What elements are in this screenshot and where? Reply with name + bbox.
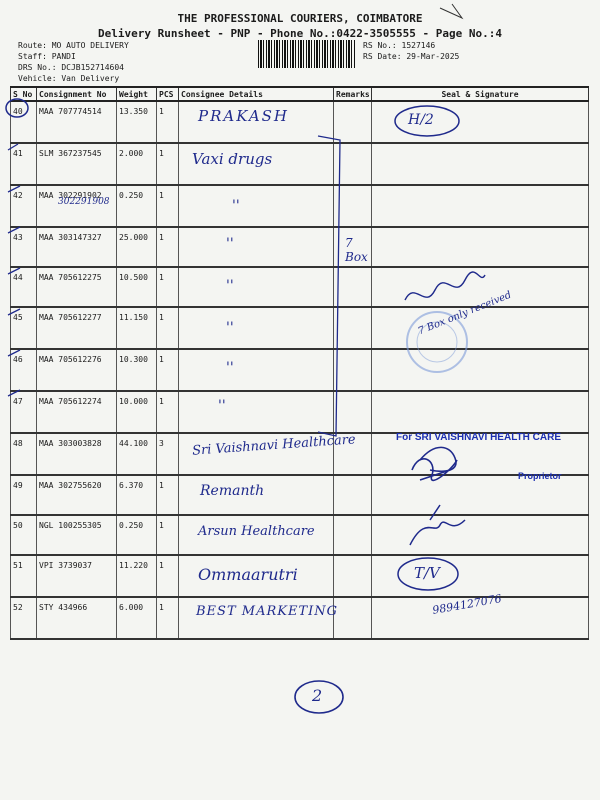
row-sno: 50 bbox=[11, 515, 37, 555]
runsheet-subtitle: Delivery Runsheet - PNP - Phone No.:0422-3505555 - Page No.:4 bbox=[98, 27, 502, 40]
row-pcs: 3 bbox=[157, 433, 179, 475]
signature-scribble-44 bbox=[405, 272, 485, 300]
col-header-remarks: Remarks bbox=[334, 87, 372, 101]
row-weight: 10.000 bbox=[117, 391, 157, 433]
row-consignment: SLM 367237545 bbox=[37, 143, 117, 185]
row-pcs: 1 bbox=[157, 227, 179, 267]
row-pcs: 1 bbox=[157, 185, 179, 227]
ditto-46: '' bbox=[226, 360, 234, 376]
row-weight: 0.250 bbox=[117, 515, 157, 555]
row-consignment: MAA 302755620 bbox=[37, 475, 117, 515]
tick-mark-42 bbox=[8, 186, 20, 192]
corner-mark bbox=[440, 4, 462, 18]
row-consignment: STY 434966 bbox=[37, 597, 117, 639]
consignee-hand-49: Remanth bbox=[200, 483, 265, 499]
signature-hand-40: H/2 bbox=[408, 112, 434, 128]
remarks-hand-43: 7 Box bbox=[345, 236, 368, 264]
row-weight: 25.000 bbox=[117, 227, 157, 267]
row-pcs: 1 bbox=[157, 597, 179, 639]
signature-scribble-50 bbox=[410, 505, 465, 545]
row-pcs: 1 bbox=[157, 143, 179, 185]
company-title: THE PROFESSIONAL COURIERS, COIMBATORE bbox=[177, 12, 423, 25]
tick-mark-41 bbox=[8, 144, 18, 150]
row-sno: 44 bbox=[11, 267, 37, 307]
tick-mark-43 bbox=[8, 227, 20, 233]
row-consignment: MAA 705612276 bbox=[37, 349, 117, 391]
row-weight: 11.220 bbox=[117, 555, 157, 597]
drs-label: DRS No.: DCJB152714604 bbox=[18, 63, 124, 72]
tick-mark-46 bbox=[8, 350, 20, 356]
stamp-proprietor: Proprietor bbox=[518, 471, 562, 481]
consignee-hand-50: Arsun Healthcare bbox=[198, 524, 315, 539]
row-consignment: MAA 705612277 bbox=[37, 307, 117, 349]
route-label: Route: MO AUTO DELIVERY bbox=[18, 41, 129, 50]
row-sno: 49 bbox=[11, 475, 37, 515]
row-sno: 51 bbox=[11, 555, 37, 597]
row-weight: 6.370 bbox=[117, 475, 157, 515]
row-consignment: MAA 303147327 bbox=[37, 227, 117, 267]
row-pcs: 1 bbox=[157, 515, 179, 555]
row-sno: 40 bbox=[11, 101, 37, 143]
row-consignment: MAA 302291902 bbox=[37, 185, 117, 227]
tick-mark-44 bbox=[8, 268, 20, 274]
rs-date: RS Date: 29-Mar-2025 bbox=[363, 52, 460, 61]
row-weight: 10.500 bbox=[117, 267, 157, 307]
row-weight: 44.100 bbox=[117, 433, 157, 475]
sno-circle-mark bbox=[6, 99, 28, 117]
row-consignment: NGL 100255305 bbox=[37, 515, 117, 555]
row-sno: 47 bbox=[11, 391, 37, 433]
consignee-hand-51: Ommaarutri bbox=[198, 565, 298, 584]
row-consignment: MAA 705612274 bbox=[37, 391, 117, 433]
row-sno: 48 bbox=[11, 433, 37, 475]
consignee-hand-52: BEST MARKETING bbox=[196, 604, 339, 619]
bracket-line bbox=[318, 136, 340, 436]
row-sno: 41 bbox=[11, 143, 37, 185]
row-pcs: 1 bbox=[157, 101, 179, 143]
ditto-44: '' bbox=[226, 278, 234, 294]
staff-label: Staff: PANDI bbox=[18, 52, 76, 61]
row-sno: 45 bbox=[11, 307, 37, 349]
col-header-sno: S No bbox=[11, 87, 37, 101]
row-consignment: MAA 707774514 bbox=[37, 101, 117, 143]
consignee-hand-41: Vaxi drugs bbox=[192, 150, 273, 168]
row-weight: 10.300 bbox=[117, 349, 157, 391]
row-pcs: 1 bbox=[157, 307, 179, 349]
col-header-consignee: Consignee Details bbox=[179, 87, 334, 101]
consignee-hand-48: Sri Vaishnavi Healthcare bbox=[191, 432, 357, 459]
row-pcs: 1 bbox=[157, 267, 179, 307]
row-sno: 52 bbox=[11, 597, 37, 639]
col-header-pcs: PCS bbox=[157, 87, 179, 101]
phone-hand-52: 9894127076 bbox=[431, 592, 503, 617]
row-pcs: 1 bbox=[157, 391, 179, 433]
row-weight: 0.250 bbox=[117, 185, 157, 227]
row-sno: 46 bbox=[11, 349, 37, 391]
ditto-47: '' bbox=[218, 398, 226, 414]
row-pcs: 1 bbox=[157, 555, 179, 597]
ditto-43: '' bbox=[226, 236, 234, 252]
row-sno: 43 bbox=[11, 227, 37, 267]
signature-hand-51: T/V bbox=[414, 564, 440, 582]
row-consignment: VPI 3739037 bbox=[37, 555, 117, 597]
row-weight: 2.000 bbox=[117, 143, 157, 185]
tick-mark-45 bbox=[8, 309, 20, 315]
stamp-firm-name: For SRI VAISHNAVI HEALTH CARE bbox=[396, 432, 562, 443]
ditto-42: '' bbox=[232, 198, 240, 214]
consignment-note-42: 302291908 bbox=[58, 197, 110, 207]
row-pcs: 1 bbox=[157, 475, 179, 515]
row-consignment: MAA 705612275 bbox=[37, 267, 117, 307]
consignee-hand-40: PRAKASH bbox=[198, 107, 290, 125]
row-sno: 42 bbox=[11, 185, 37, 227]
col-header-weight: Weight bbox=[117, 87, 157, 101]
ditto-45: '' bbox=[226, 320, 234, 336]
col-header-signature: Seal & Signature bbox=[372, 87, 589, 101]
row-consignment: MAA 303003828 bbox=[37, 433, 117, 475]
row-pcs: 1 bbox=[157, 349, 179, 391]
rs-number: RS No.: 1527146 bbox=[363, 41, 436, 50]
tick-mark-47 bbox=[8, 390, 20, 396]
row-weight: 11.150 bbox=[117, 307, 157, 349]
page-mark: 2 bbox=[312, 686, 323, 705]
col-header-consignment: Consignment No bbox=[37, 87, 117, 101]
row-weight: 13.350 bbox=[117, 101, 157, 143]
received-note: 7 Box only received bbox=[416, 289, 514, 338]
vehicle-label: Vehicle: Van Delivery bbox=[18, 74, 120, 83]
row-weight: 6.000 bbox=[117, 597, 157, 639]
